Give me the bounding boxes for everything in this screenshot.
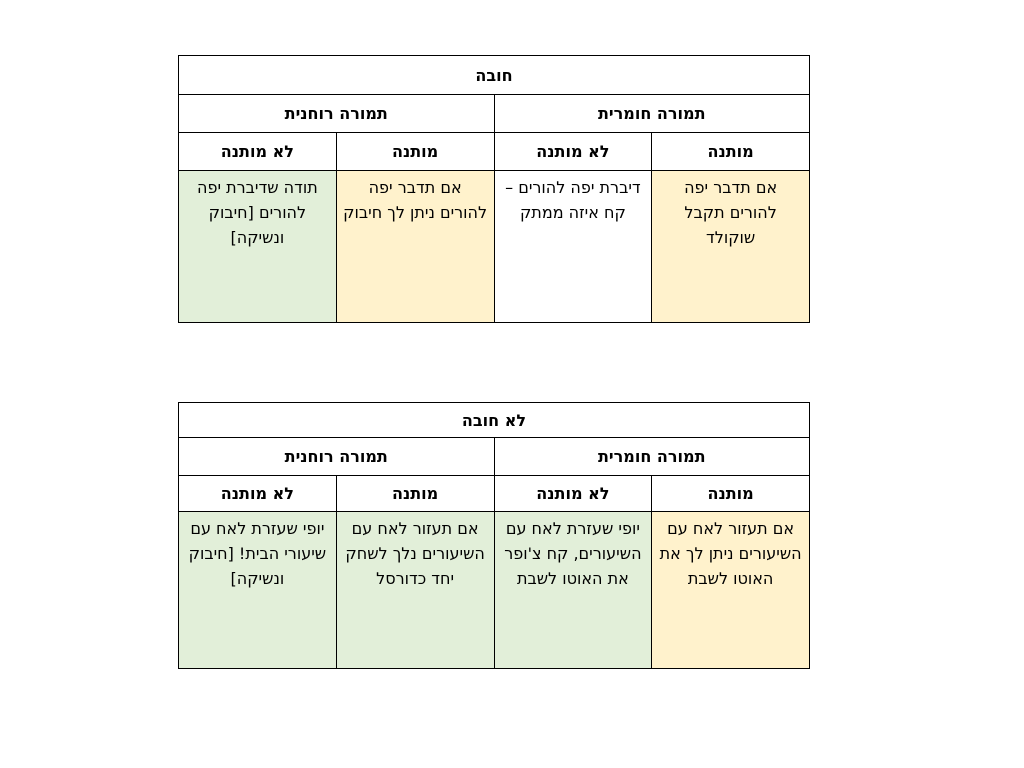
table-title: לא חובה	[179, 403, 810, 438]
table-cell: תודה שדיברת יפה להורים [חיבוק ונשיקה]	[179, 171, 337, 323]
table-cell: יופי שעזרת לאח עם שיעורי הבית! [חיבוק ונשיקה]	[179, 512, 337, 669]
group-header-spiritual: תמורה רוחנית	[179, 438, 495, 476]
table-cell: אם תדבר יפה להורים ניתן לך חיבוק	[336, 171, 494, 323]
column-header: לא מותנה	[179, 476, 337, 512]
table-cell: אם תעזור לאח עם השיעורים ניתן לך את האוטו לשבת	[652, 512, 810, 669]
table-cell: דיברת יפה להורים – קח איזה ממתק	[494, 171, 652, 323]
table-not-obligatory	[178, 402, 810, 669]
group-header-material: תמורה חומרית	[494, 95, 810, 133]
column-header: מותנה	[652, 476, 810, 512]
table-cell: אם תעזור לאח עם השיעורים נלך לשחק יחד כדורסל	[336, 512, 494, 669]
column-header: מותנה	[336, 133, 494, 171]
column-header: לא מותנה	[494, 476, 652, 512]
column-header: מותנה	[652, 133, 810, 171]
table-cell: אם תדבר יפה להורים תקבל שוקולד	[652, 171, 810, 323]
table-title: חובה	[179, 56, 810, 95]
column-header: לא מותנה	[179, 133, 337, 171]
group-header-material: תמורה חומרית	[494, 438, 810, 476]
column-header: לא מותנה	[494, 133, 652, 171]
group-header-spiritual: תמורה רוחנית	[179, 95, 495, 133]
table-obligatory	[178, 55, 810, 323]
column-header: מותנה	[336, 476, 494, 512]
table-cell: יופי שעזרת לאח עם השיעורים, קח צ'ופר את האוטו לשבת	[494, 512, 652, 669]
